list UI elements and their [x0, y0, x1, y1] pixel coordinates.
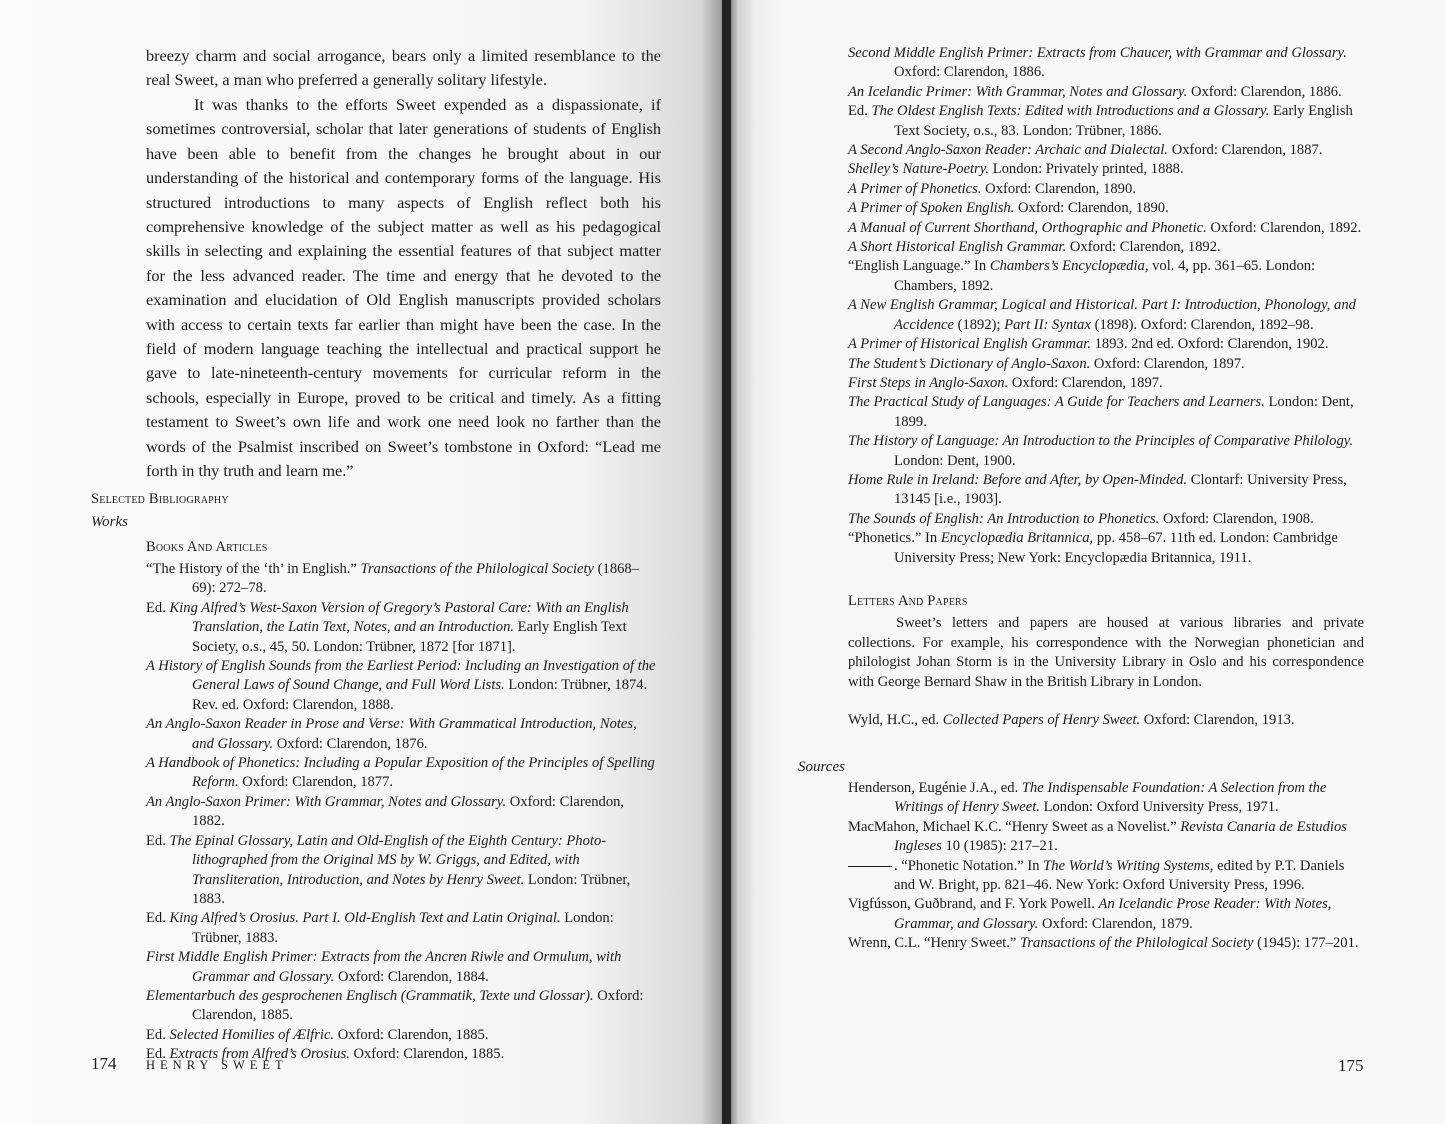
bibliography-list-left	[146, 560, 660, 1065]
wyld-entry	[848, 711, 1364, 730]
entry-text: Oxford: Clarendon, 1885.	[192, 987, 644, 1024]
entry-title: An Anglo-Saxon Primer: With Grammar, Notes and Glossary.	[146, 793, 507, 810]
entry-title: The Oldest English Texts: Edited with Introductions and a Glossary.	[871, 103, 1270, 120]
entry-text: London: Trübner, 1883.	[192, 871, 631, 907]
entry-title: Shelley’s Nature-Poetry.	[848, 161, 990, 178]
entry-text: edited by P.T. Daniels and W. Bright, pp. 821–46. New York: Oxford University Press, 1996.	[894, 857, 1345, 894]
entry-title: Encyclopædia Britannica,	[940, 530, 1094, 547]
bibliography-entry	[848, 711, 1364, 730]
entry-text: Oxford: Clarendon, 1882.	[192, 793, 625, 830]
running-head: HENRY SWEET	[146, 1058, 288, 1072]
bibliography-list-right	[848, 44, 1364, 568]
entry-text: Ed.	[146, 599, 170, 616]
entry-text: Oxford: Clarendon, 1879.	[1038, 915, 1193, 932]
entry-title: An Icelandic Primer: With Grammar, Notes and Glossary.	[848, 83, 1188, 100]
entry-title: A Primer of Spoken English.	[848, 200, 1015, 217]
entry-text: Ed.	[848, 103, 872, 120]
bibliography-entry	[146, 599, 660, 657]
page-number-right: 175	[1338, 1056, 1364, 1075]
entry-text: London: Privately printed, 1888.	[989, 161, 1184, 178]
entry-title: A Manual of Current Shorthand, Orthographic and Phonetic.	[848, 219, 1207, 236]
entry-text: London: Trübner, 1874. Rev. ed. Oxford: Clarendon, 1888.	[192, 677, 648, 713]
bibliography-entry	[146, 948, 660, 987]
body-paragraph-2: It was thanks to the efforts Sweet expended as a dispassionate, if sometimes controversial, scholar that later generations of students of English have been able to benefit from the changes he brought about in our understanding of the historical and contemporary forms of the language. His structured introductions to many aspects of English reflect both his comprehensive knowledge of the subject matter as well as his pedagogical skills in selecting and explaining the essential features of that subject matter for the less advanced reader. The time and energy that he devoted to the examination and elucidation of Old English manuscripts provided scholars with access to certain texts far earlier than might have been the case. In the field of modern language teaching the intellectual and practical support he gave to late-nineteenth-century movements for curricular reform in the schools, especially in Europe, proved to be critical and timely. As a fitting testament to Sweet’s own life and work one need look no farther than the words of the Psalmist inscribed on Sweet’s tombstone in Oxford: “Lead me forth in thy truth and learn me.”	[146, 95, 661, 481]
entry-text: Ed.	[146, 1026, 170, 1043]
left-page	[0, 0, 722, 1124]
bibliography-entry	[146, 909, 660, 948]
entry-title: Revista Canaria de Estudios Ingleses	[894, 818, 1347, 855]
bibliography-entry	[146, 715, 660, 754]
entry-text: Wrenn, C.L. “Henry Sweet.”	[848, 935, 1021, 952]
entry-title: The World’s Writing Systems,	[1043, 857, 1214, 874]
entry-title: A Primer of Historical English Grammar.	[848, 336, 1091, 353]
entry-text: vol. 4, pp. 361–65. London: Chambers, 1892.	[894, 258, 1316, 294]
entry-text: Oxford: Clarendon, 1886.	[894, 64, 1045, 81]
sources-list	[848, 779, 1364, 954]
entry-text: (1898). Oxford: Clarendon, 1892–98.	[1090, 316, 1314, 333]
bibliography-entry	[848, 44, 1364, 83]
entry-text: Oxford: Clarendon, 1876.	[273, 735, 428, 752]
entry-text: “The History of the ‘th’ in English.”	[146, 561, 361, 577]
entry-title: An Anglo-Saxon Reader in Prose and Verse: With Grammatical Introduction, Notes, and Glossary.	[146, 716, 637, 752]
heading-books-and-articles: Books And Articles	[146, 539, 268, 555]
entry-title: Selected Homilies of Ælfric.	[169, 1026, 335, 1043]
entry-text: Ed.	[146, 832, 170, 849]
bibliography-entry	[848, 160, 1364, 179]
heading-works: Works	[91, 514, 128, 530]
entry-title: King Alfred’s West-Saxon Version of Gregory’s Pastoral Care: With an English Translation, the Latin Text, Notes, and an Introduction.	[169, 599, 629, 636]
bibliography-entry	[848, 355, 1364, 374]
entry-text: Ed.	[146, 910, 170, 927]
entry-text: pp. 458–67. 11th ed. London: Cambridge University Press; New York: Encyclopædia Britannica, 1911.	[894, 530, 1338, 566]
entry-text: Early English Text Society, o.s., 83. London: Trübner, 1886.	[894, 103, 1353, 139]
repeated-author-dash	[848, 866, 892, 867]
bibliography-entry	[848, 529, 1364, 568]
entry-title: Transactions of the Philological Society	[1020, 935, 1254, 952]
bibliography-entry	[146, 560, 660, 599]
entry-text: Clontarf: University Press, 13145 [i.e., 1903].	[894, 471, 1347, 508]
bibliography-entry	[848, 219, 1364, 238]
entry-title: Second Middle English Primer: Extracts from Chaucer, with Grammar and Glossary.	[848, 45, 1347, 61]
entry-title: The Epinal Glossary, Latin and Old-English of the Eighth Century: Photo-lithographed from the Original MS by W. Griggs, and Edited, with Transliteration, Introduction, and Notes by Henry Sweet.	[169, 832, 607, 888]
entry-text: “Phonetics.” In	[848, 530, 941, 547]
entry-text: Oxford: Clarendon, 1890.	[981, 180, 1136, 197]
bibliography-entry	[848, 393, 1364, 432]
entry-text: London: Dent, 1899.	[894, 394, 1354, 430]
entry-title: Home Rule in Ireland: Before and After, by Open-Minded.	[848, 471, 1188, 488]
entry-text: Oxford: Clarendon, 1892.	[1066, 239, 1221, 256]
entry-text: Oxford: Clarendon, 1887.	[1168, 142, 1323, 159]
entry-title: Elementarbuch des gesprochenen Englisch (Grammatik, Texte und Glossar).	[146, 987, 594, 1004]
bibliography-entry	[848, 818, 1364, 857]
entry-text: Wyld, H.C., ed.	[848, 712, 943, 728]
entry-text: Oxford: Clarendon, 1884.	[334, 968, 489, 985]
entry-text: Oxford: Clarendon, 1892.	[1206, 219, 1362, 236]
entry-title: First Middle English Primer: Extracts from the Ancren Riwle and Ormulum, with Grammar and Glossary.	[146, 949, 622, 985]
entry-text: London: Trübner, 1883.	[192, 910, 614, 946]
bibliography-entry	[146, 793, 660, 832]
bibliography-entry	[146, 987, 660, 1026]
entry-text: Oxford: Clarendon, 1913.	[1140, 712, 1295, 728]
entry-text: Oxford: Clarendon, 1885.	[349, 1046, 505, 1063]
bibliography-entry	[848, 374, 1364, 393]
letters-paragraph: Sweet’s letters and papers are housed at various libraries and private collections. For example, his correspondence with the Norwegian phonetician and philologist Johan Storm is in the University Library in Oslo and his correspondence with George Bernard Shaw in the British Library in London.	[848, 615, 1364, 690]
entry-title: An Icelandic Prose Reader: With Notes, Grammar, and Glossary.	[894, 896, 1332, 932]
bibliography-entry	[146, 657, 660, 715]
entry-title: Part II: Syntax	[1004, 316, 1091, 333]
entry-text: . “Phonetic Notation.” In	[894, 857, 1044, 874]
bibliography-entry	[848, 335, 1364, 354]
entry-title: Collected Papers of Henry Sweet.	[942, 712, 1141, 728]
entry-title: Extracts from Alfred’s Orosius.	[169, 1046, 350, 1063]
bibliography-entry	[848, 83, 1364, 102]
entry-title: A Handbook of Phonetics: Including a Popular Exposition of the Principles of Spelling Reform.	[146, 755, 655, 791]
entry-text: London: Oxford University Press, 1971.	[1039, 799, 1279, 816]
entry-text: Vigfússon, Guðbrand, and F. York Powell.	[848, 896, 1099, 913]
entry-title: The Indispensable Foundation: A Selection from the Writings of Henry Sweet.	[894, 780, 1327, 816]
entry-text: Oxford: Clarendon, 1877.	[238, 774, 394, 791]
entry-title: The History of Language: An Introduction to the Principles of Comparative Philology.	[848, 433, 1354, 450]
entry-text: Oxford: Clarendon, 1908.	[1159, 510, 1314, 527]
bibliography-entry	[848, 934, 1364, 953]
entry-title: The Practical Study of Languages: A Guide for Teachers and Learners.	[848, 394, 1265, 411]
entry-text: Oxford: Clarendon, 1886.	[1187, 83, 1342, 100]
entry-text: Oxford: Clarendon, 1897.	[1008, 374, 1163, 391]
entry-text: Oxford: Clarendon, 1897.	[1090, 355, 1245, 372]
entry-text: (1868–69): 272–78.	[192, 561, 640, 597]
entry-text: “English Language.” In	[848, 258, 990, 275]
heading-selected-bibliography: Selected Bibliography	[91, 491, 229, 507]
entry-text: 1893. 2nd ed. Oxford: Clarendon, 1902.	[1090, 336, 1329, 353]
entry-title: A Second Anglo-Saxon Reader: Archaic and Dialectal.	[848, 142, 1169, 159]
entry-title: Chambers’s Encyclopædia,	[989, 258, 1149, 275]
right-page	[722, 0, 1445, 1124]
entry-title: King Alfred’s Orosius. Part I. Old-English Text and Latin Original.	[169, 910, 561, 927]
entry-text: Henderson, Eugénie J.A., ed.	[848, 780, 1022, 796]
entry-title: Transactions of the Philological Society	[360, 561, 595, 577]
entry-title: The Student’s Dictionary of Anglo-Saxon.	[848, 355, 1091, 372]
bibliography-entry	[848, 102, 1364, 141]
entry-title: First Steps in Anglo-Saxon.	[848, 374, 1009, 391]
bibliography-entry	[146, 754, 660, 793]
heading-letters-and-papers: Letters And Papers	[848, 593, 968, 609]
bibliography-entry	[848, 895, 1364, 934]
entry-text: (1945): 177–201.	[1253, 935, 1359, 952]
entry-title: A Primer of Phonetics.	[848, 180, 982, 197]
entry-text: Oxford: Clarendon, 1890.	[1014, 200, 1169, 217]
bibliography-entry	[848, 296, 1364, 335]
entry-text: MacMahon, Michael K.C. “Henry Sweet as a Novelist.”	[848, 818, 1181, 835]
bibliography-entry	[848, 510, 1364, 529]
entry-text: Oxford: Clarendon, 1885.	[334, 1026, 489, 1043]
bibliography-entry	[848, 141, 1364, 160]
entry-text: Early English Text Society, o.s., 45, 50. London: Trübner, 1872 [for 1871].	[192, 619, 627, 655]
bibliography-entry	[848, 432, 1364, 471]
entry-title: The Sounds of English: An Introduction to Phonetics.	[848, 510, 1160, 527]
entry-title: A New English Grammar, Logical and Historical. Part I: Introduction, Phonology, and Accidence	[848, 297, 1356, 333]
bibliography-entry	[848, 257, 1364, 296]
bibliography-entry	[848, 199, 1364, 218]
page-number-left: 174	[91, 1054, 117, 1073]
entry-text: London: Dent, 1900.	[894, 452, 1016, 469]
bibliography-entry	[848, 471, 1364, 510]
heading-sources: Sources	[798, 759, 845, 775]
entry-title: A History of English Sounds from the Earliest Period: Including an Investigation of the General Laws of Sound Change, and Full Word Lists.	[146, 658, 656, 694]
bibliography-entry	[848, 779, 1364, 818]
binding-gutter	[722, 0, 731, 1124]
bibliography-entry	[146, 1026, 660, 1045]
bibliography-entry	[146, 832, 660, 910]
body-paragraph-1: breezy charm and social arrogance, bears only a limited resemblance to the real Sweet, a man who preferred a generally solitary lifestyle.	[146, 46, 661, 90]
bibliography-entry	[848, 857, 1364, 896]
entry-text: 10 (1985): 217–21.	[941, 838, 1058, 855]
entry-text: (1892);	[953, 316, 1005, 333]
bibliography-entry	[848, 238, 1364, 257]
entry-title: A Short Historical English Grammar.	[848, 239, 1067, 256]
entry-text: Ed.	[146, 1046, 170, 1063]
bibliography-entry	[848, 180, 1364, 199]
